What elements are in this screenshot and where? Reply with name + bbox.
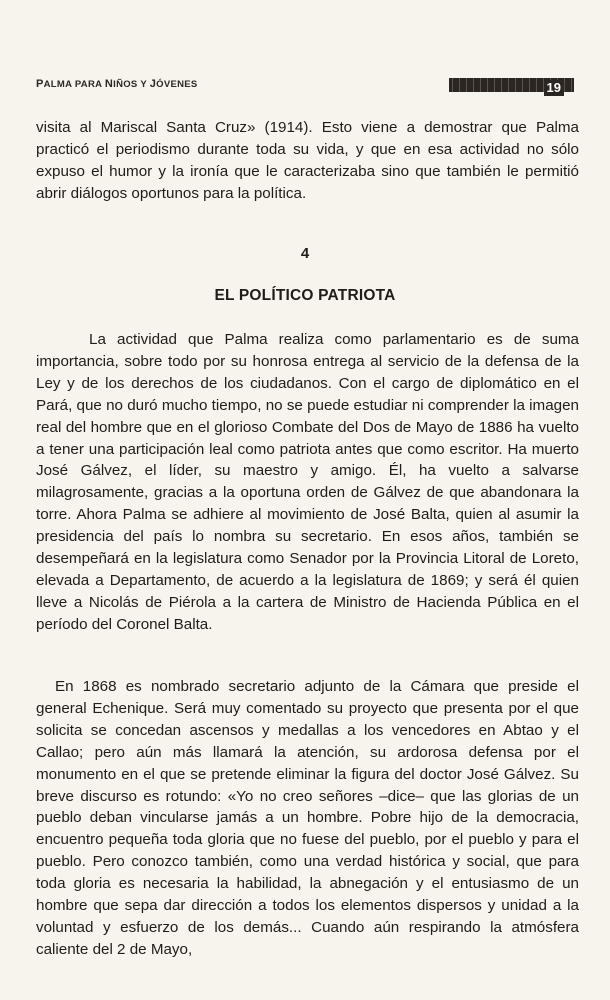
running-head-initial-p: P xyxy=(36,78,44,90)
body-paragraph-2-text: En 1868 es nombrado secretario adjunto de la Cámara que preside el general Echenique. Será muy comentado su proyecto que presenta por el que solicita se concedan ascensos y medallas a los vencedores en Abtao y el Callao; pero aún más llamará la atención, su ardorosa defensa por el monumento en el que se pretende eliminar la figura del doctor José Gálvez. Su breve discurso es rotundo: «Yo no creo señores –dice– que las glorias de un pueblo deban vincularse jamás a un hombre. Pobre hijo de la democracia, encuentro pequeña toda gloria que no fuese del pueblo, por el pueblo y para el pueblo. Pero conozco también, como una verdad histórica y social, que para toda gloria es necesaria la habilidad, la abnegación y el entusiasmo de un hombre que sepa dar dirección a todos los elementos dispersos y unidad a la voluntad y esfuerzo de los demás... Cuando aún respirando la atmósfera caliente del 2 de Mayo, xyxy=(36,678,579,958)
continuation-paragraph xyxy=(36,117,579,205)
page-number: 19 xyxy=(544,80,564,96)
body-paragraph-1-text: La actividad que Palma realiza como parlamentario es de suma importancia, sobre todo por su honrosa entrega al servicio de la defensa de la Ley y de los derechos de los ciudadanos. Con el cargo de diplomático en el Pará, que no duró mucho tiempo, no se puede estudiar ni comprender la imagen real del hombre que en el glorioso Combate del Dos de Mayo de 1886 ha vuelto a tener una participación leal como patriota antes que como escritor. Ha muerto José Gálvez, el líder, su maestro y amigo. Él, ha vuelto a salvarse milagrosamente, gracias a la oportuna orden de Gálvez de que abandonara la torre. Ahora Palma se adhiere al movimiento de José Balta, quien al asumir la presidencia del país lo nombra su secretario. En esos años, también se desempeñará en la legislatura como Senador por la Provincia Litoral de Loreto, elevada a Departamento, de acuerdo a la legislatura de 1869; y será él quien lleve a Nicolás de Piérola a la cartera de Ministro de Hacienda Pública en el período del Coronel Balta. xyxy=(36,331,579,633)
header-rule-bar xyxy=(449,78,574,95)
body-paragraph-1 xyxy=(36,329,579,636)
continuation-paragraph-text: visita al Mariscal Santa Cruz» (1914). Esto viene a demostrar que Palma practicó el periodismo durante toda su vida, y que en esa actividad no sólo expuso el humor y la ironía que le caracterizaba sino que también le permitió abrir diálogos oportunos para la política. xyxy=(36,119,579,202)
running-head-part-jovenes: ÓVENES xyxy=(156,79,198,90)
running-head-initial-n: N xyxy=(104,78,114,90)
running-head xyxy=(36,78,198,90)
running-head-part-ninos: IÑOS Y xyxy=(113,79,150,90)
running-head-initial-j: J xyxy=(149,78,157,90)
body-paragraph-2 xyxy=(36,676,579,961)
chapter-number: 4 xyxy=(300,245,310,262)
running-head-part-alma: ALMA PARA xyxy=(43,79,105,90)
chapter-title: EL POLÍTICO PATRIOTA xyxy=(214,287,396,304)
page-header xyxy=(36,74,581,96)
